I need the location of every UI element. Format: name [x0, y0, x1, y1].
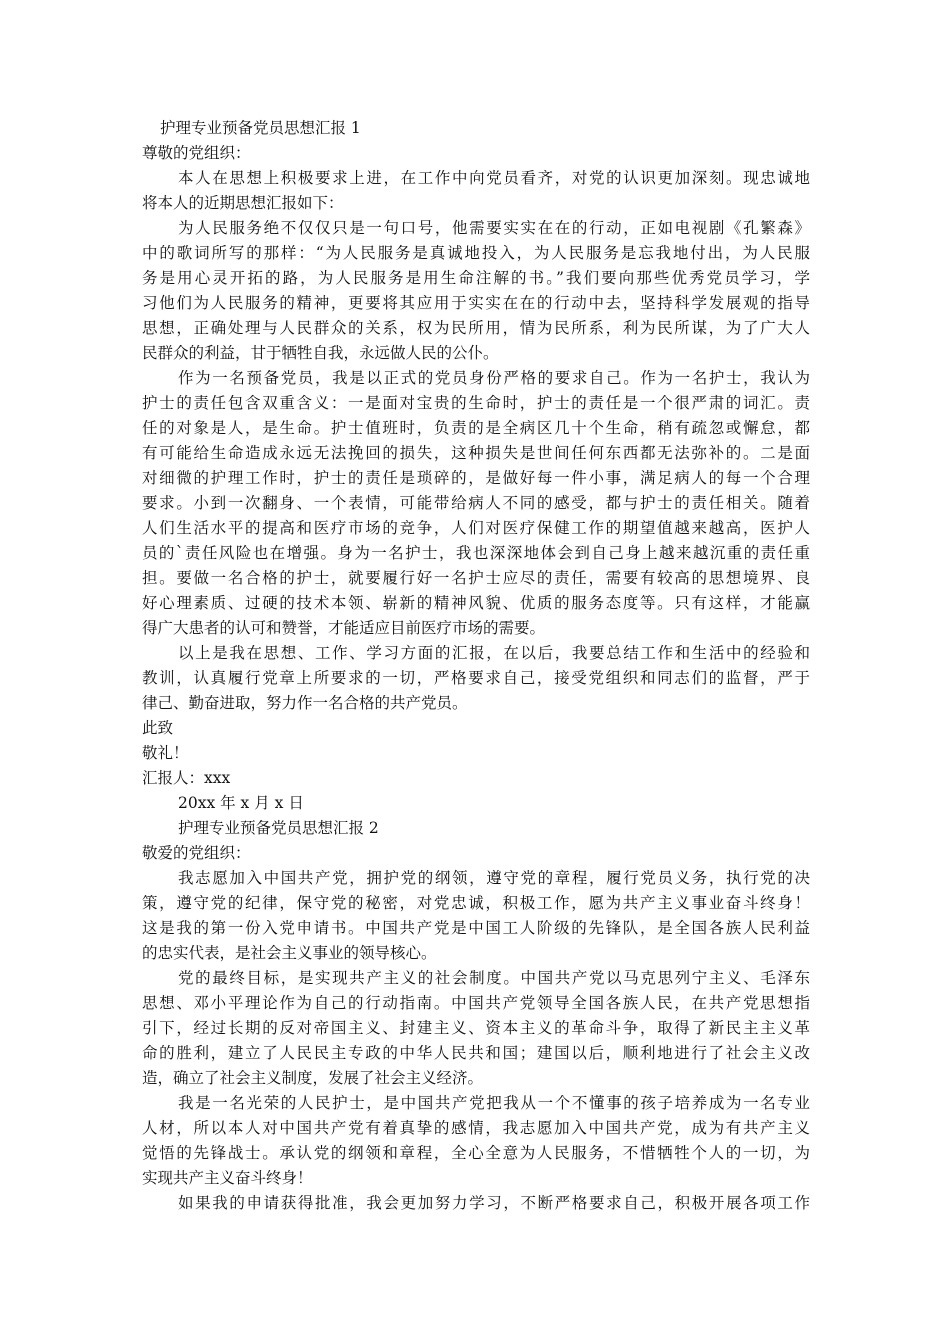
paragraph-line: 命的胜利，建立了人民民主专政的中华人民共和国；建国以后，顺利地进行了社会主义改	[142, 1044, 810, 1062]
paragraph-line: 中的歌词所写的那样：“为人民服务是真诚地投入，为人民服务是忘我地付出，为人民服	[142, 244, 810, 262]
paragraph-line: 实现共产主义奋斗终身！	[142, 1169, 313, 1187]
report-1-salutation: 尊敬的党组织：	[142, 144, 251, 162]
paragraph-line: 习他们为人民服务的精神，更要将其应用于实实在在的行动中去，坚持科学发展观的指导	[142, 294, 810, 312]
paragraph-line: 如果我的申请获得批准，我会更加努力学习，不断严格要求自己，积极开展各项工作	[178, 1194, 810, 1212]
paragraph-line: 人材，所以本人对中国共产党有着真挚的感情，我志愿加入中国共产党，成为有共产主义	[142, 1119, 810, 1137]
paragraph-line: 务是用心灵开拓的路，为人民服务是用生命注解的书。”我们要向那些优秀党员学习，学	[142, 269, 810, 287]
paragraph-line: 将本人的近期思想汇报如下：	[142, 194, 344, 212]
document-page	[142, 116, 810, 1216]
paragraph-line: 人们生活水平的提高和医疗市场的竞争，人们对医疗保健工作的期望值越来越高，医护人	[142, 519, 810, 537]
paragraph-line: 思想、邓小平理论作为自己的行动指南。中国共产党领导全国各族人民，在共产党思想指	[142, 994, 810, 1012]
date-line: 20xx 年 x 月 x 日	[178, 794, 304, 812]
paragraph-line: 我志愿加入中国共产党，拥护党的纲领，遵守党的章程，履行党员义务，执行党的决	[178, 869, 810, 887]
report-2-paragraph-1	[142, 866, 810, 966]
paragraph-line: 教训，认真履行党章上所要求的一切，严格要求自己，接受党组织和同志们的监督，严于	[142, 669, 810, 687]
signature-line: 汇报人：xxx	[142, 769, 231, 787]
paragraph-line: 律己、勤奋进取，努力作一名合格的共产党员。	[142, 694, 468, 712]
paragraph-line: 要求。小到一次翻身、一个表情，可能带给病人不同的感受，都与护士的责任相关。随着	[142, 494, 810, 512]
paragraph-line: 员的`责任风险也在增强。身为一名护士，我也深深地体会到自己身上越来越沉重的责任重	[142, 544, 810, 562]
paragraph-line: 有可能给生命造成永远无法挽回的损失，这种损失是世间任何东西都无法弥补的。二是面	[142, 444, 810, 462]
paragraph-line: 任的对象是人，是生命。护士值班时，负责的是全病区几十个生命，稍有疏忽或懈怠，都	[142, 419, 810, 437]
paragraph-line: 觉悟的先锋战士。承认党的纲领和章程，全心全意为人民服务，不惜牺牲个人的一切，为	[142, 1144, 810, 1162]
closing-line: 此致	[142, 719, 174, 737]
report-1-paragraph-3	[142, 366, 810, 641]
paragraph-line: 这是我的第一份入党申请书。中国共产党是中国工人阶级的先锋队，是全国各族人民利益	[142, 919, 810, 937]
report-1-paragraph-1	[142, 166, 810, 216]
report-1-paragraph-2	[142, 216, 810, 366]
paragraph-line: 担。要做一名合格的护士，就要履行好一名护士应尽的责任，需要有较高的思想境界、良	[142, 569, 810, 587]
paragraph-line: 作为一名预备党员，我是以正式的党员身份严格的要求自己。作为一名护士，我认为	[178, 369, 810, 387]
paragraph-line: 护士的责任包含双重含义：一是面对宝贵的生命时，护士的责任是一个很严肃的词汇。责	[142, 394, 810, 412]
report-2-paragraph-3	[142, 1091, 810, 1191]
report-2-paragraph-2	[142, 966, 810, 1091]
paragraph-line: 以上是我在思想、工作、学习方面的汇报，在以后，我要总结工作和生活中的经验和	[178, 644, 810, 662]
paragraph-line: 引下，经过长期的反对帝国主义、封建主义、资本主义的革命斗争，取得了新民主主义革	[142, 1019, 810, 1037]
paragraph-line: 好心理素质、过硬的技术本领、崭新的精神风貌、优质的服务态度等。只有这样，才能赢	[142, 594, 810, 612]
paragraph-line: 党的最终目标，是实现共产主义的社会制度。中国共产党以马克思列宁主义、毛泽东	[178, 969, 810, 987]
paragraph-line: 民群众的利益，甘于牺牲自我，永远做人民的公仆。	[142, 344, 499, 362]
report-2-paragraph-4	[142, 1191, 810, 1216]
report-1-paragraph-4	[142, 641, 810, 716]
paragraph-line: 造，确立了社会主义制度，发展了社会主义经济。	[142, 1069, 484, 1087]
report-2-title: 护理专业预备党员思想汇报 2	[178, 819, 379, 837]
paragraph-line: 得广大患者的认可和赞誉，才能适应目前医疗市场的需要。	[142, 619, 546, 637]
paragraph-line: 本人在思想上积极要求上进，在工作中向党员看齐，对党的认识更加深刻。现忠诚地	[178, 169, 810, 187]
paragraph-line: 的忠实代表，是社会主义事业的领导核心。	[142, 944, 437, 962]
report-1-title: 护理专业预备党员思想汇报 1	[160, 119, 361, 137]
paragraph-line: 思想，正确处理与人民群众的关系，权为民所用，情为民所系，利为民所谋，为了广大人	[142, 319, 810, 337]
paragraph-line: 对细微的护理工作时，护士的责任是琐碎的，是做好每一件小事，满足病人的每一个合理	[142, 469, 810, 487]
report-2-salutation: 敬爱的党组织：	[142, 844, 251, 862]
paragraph-line: 为人民服务绝不仅仅只是一句口号，他需要实实在在的行动，正如电视剧《孔繁森》	[178, 219, 810, 237]
closing-salute: 敬礼！	[142, 744, 189, 762]
paragraph-line: 我是一名光荣的人民护士，是中国共产党把我从一个不懂事的孩子培养成为一名专业	[178, 1094, 810, 1112]
paragraph-line: 策，遵守党的纪律，保守党的秘密，对党忠诚，积极工作，愿为共产主义事业奋斗终身！	[142, 894, 810, 912]
